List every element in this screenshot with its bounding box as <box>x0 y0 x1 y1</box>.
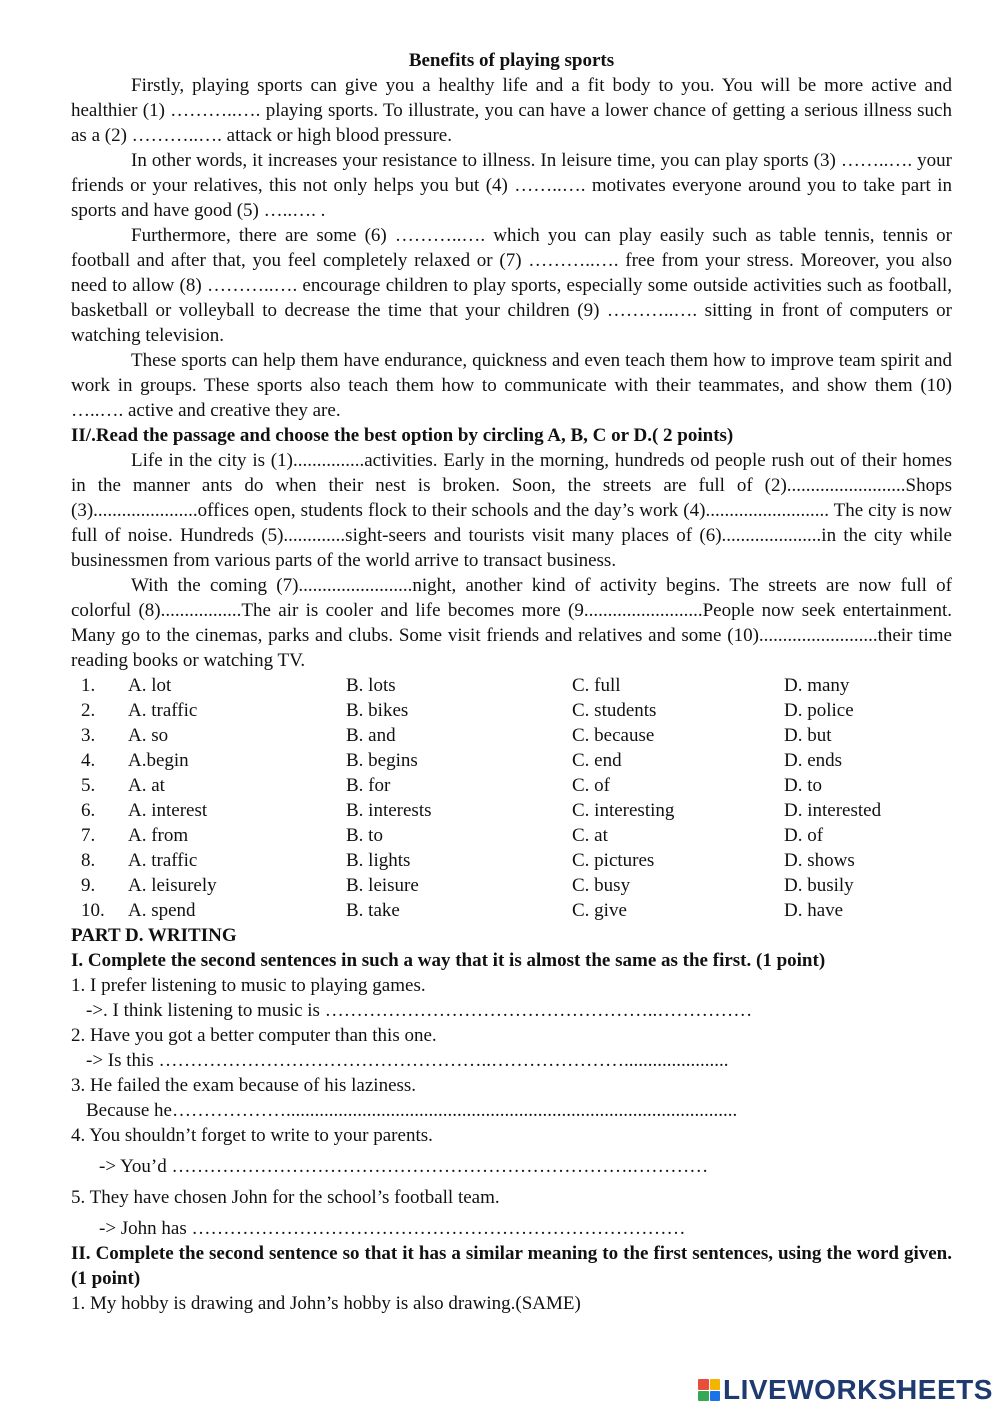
writing-answer-line[interactable]: -> John has …………………………………………………………………… <box>99 1218 686 1239</box>
writing-section1-heading: I. Complete the second sentences in such a way that it is almost the same as the first. (1 point) <box>71 950 826 971</box>
option-c[interactable]: C. at <box>572 825 608 846</box>
option-a[interactable]: A. spend <box>128 900 196 921</box>
worksheet-page <box>71 48 952 1316</box>
option-a[interactable]: A. at <box>128 775 165 796</box>
option-c[interactable]: C. pictures <box>572 850 655 871</box>
option-c[interactable]: C. busy <box>572 875 631 896</box>
option-d[interactable]: D. busily <box>784 875 854 896</box>
option-a[interactable]: A. from <box>128 825 189 846</box>
option-c[interactable]: C. give <box>572 900 627 921</box>
passage1-paragraph: In other words, it increases your resistance to illness. In leisure time, you can play sports (3) ……..…. your friends or your relatives, this not only helps you but (4) ……..…. motivates everyone around you to take part in sports and have good (5) …..…. . <box>71 150 952 221</box>
option-d[interactable]: D. shows <box>784 850 855 871</box>
logo-text: LIVEWORKSHEETS <box>723 1374 993 1405</box>
writing-question: 1. My hobby is drawing and John’s hobby is also drawing.(SAME) <box>71 1293 581 1314</box>
passage1-paragraph: Furthermore, there are some (6) ………..…. which you can play easily such as table tennis, tennis or football and after that, you feel completely relaxed or (7) ………..…. free from your stress. Moreover, you also need to allow (8) ………..…. encourage children to play sports, especially some outside activities such as football, basketball or volleyball to decrease the time that your children (9) ………..…. sitting in front of computers or watching television. <box>71 225 952 346</box>
option-number: 10. <box>81 900 105 921</box>
option-c[interactable]: C. interesting <box>572 800 675 821</box>
option-row <box>71 723 952 748</box>
liveworksheets-logo <box>698 1374 993 1406</box>
option-a[interactable]: A. traffic <box>128 850 198 871</box>
option-a[interactable]: A. interest <box>128 800 208 821</box>
option-number: 2. <box>81 700 96 721</box>
option-a[interactable]: A. lot <box>128 675 172 696</box>
option-row <box>71 798 952 823</box>
writing-answer-line[interactable]: Because he………………............................................................................................... <box>86 1100 738 1121</box>
option-b[interactable]: B. take <box>346 900 400 921</box>
option-d[interactable]: D. of <box>784 825 824 846</box>
option-c[interactable]: C. full <box>572 675 621 696</box>
writing-question: 1. I prefer listening to music to playing games. <box>71 975 426 996</box>
writing-question: 3. He failed the exam because of his laziness. <box>71 1075 417 1096</box>
option-number: 6. <box>81 800 96 821</box>
option-b[interactable]: B. and <box>346 725 396 746</box>
option-row <box>71 873 952 898</box>
section2-heading: II/.Read the passage and choose the best option by circling A, B, C or D.( 2 points) <box>71 425 734 446</box>
option-b[interactable]: B. leisure <box>346 875 419 896</box>
option-b[interactable]: B. begins <box>346 750 418 771</box>
writing-answer-line[interactable]: -> Is this ……………………………………………..…………………...................... <box>86 1050 729 1071</box>
option-row <box>71 823 952 848</box>
option-number: 7. <box>81 825 96 846</box>
option-number: 5. <box>81 775 96 796</box>
option-d[interactable]: D. many <box>784 675 850 696</box>
option-c[interactable]: C. of <box>572 775 610 796</box>
option-number: 3. <box>81 725 96 746</box>
option-a[interactable]: A. leisurely <box>128 875 217 896</box>
option-number: 8. <box>81 850 96 871</box>
option-row <box>71 673 952 698</box>
option-b[interactable]: B. lots <box>346 675 396 696</box>
option-row <box>71 898 952 923</box>
passage2-paragraph: With the coming (7)........................night, another kind of activity begins. The streets are now full of colorful (8).................The air is cooler and life becomes more (9.........................People now seek entertainment. Many go to the cinemas, parks and clubs. Some visit friends and relatives and some (10).........................their time reading books or watching TV. <box>71 575 952 671</box>
writing-section2-heading: II. Complete the second sentence so that it has a similar meaning to the first sentences, using the word given.(1 point) <box>71 1243 952 1289</box>
option-c[interactable]: C. end <box>572 750 622 771</box>
part-d-heading: PART D. WRITING <box>71 925 237 946</box>
option-c[interactable]: C. students <box>572 700 657 721</box>
option-number: 1. <box>81 675 96 696</box>
writing-question: 4. You shouldn’t forget to write to your parents. <box>71 1125 433 1146</box>
writing-answer-line[interactable]: ->. I think listening to music is ……………………………………………..…………… <box>86 1000 753 1021</box>
option-row <box>71 773 952 798</box>
option-d[interactable]: D. police <box>784 700 854 721</box>
option-a[interactable]: A. so <box>128 725 169 746</box>
passage1-paragraph: These sports can help them have endurance, quickness and even teach them how to improve team spirit and work in groups. These sports also teach them how to communicate with their teammates, and show them (10) …..…. active and creative they are. <box>71 350 952 421</box>
option-b[interactable]: B. for <box>346 775 391 796</box>
writing-answer-line[interactable]: -> You’d ……………………………………………………………….………… <box>99 1156 709 1177</box>
option-d[interactable]: D. but <box>784 725 832 746</box>
liveworksheets-logo-icon <box>698 1379 720 1401</box>
option-d[interactable]: D. have <box>784 900 844 921</box>
option-b[interactable]: B. bikes <box>346 700 409 721</box>
writing-question: 2. Have you got a better computer than this one. <box>71 1025 437 1046</box>
option-d[interactable]: D. interested <box>784 800 882 821</box>
option-row <box>71 698 952 723</box>
option-a[interactable]: A.begin <box>128 750 189 771</box>
option-d[interactable]: D. to <box>784 775 822 796</box>
option-number: 4. <box>81 750 96 771</box>
option-b[interactable]: B. to <box>346 825 383 846</box>
writing-question: 5. They have chosen John for the school’s football team. <box>71 1187 500 1208</box>
passage1-paragraph: Firstly, playing sports can give you a healthy life and a fit body to you. You will be more active and healthier (1) ………..…. playing sports. To illustrate, you can have a lower chance of getting a serious illness such as a (2) ………..…. attack or high blood pressure. <box>71 75 952 146</box>
options-table <box>71 673 952 923</box>
option-d[interactable]: D. ends <box>784 750 843 771</box>
passage-title: Benefits of playing sports <box>408 50 615 71</box>
option-number: 9. <box>81 875 96 896</box>
option-b[interactable]: B. lights <box>346 850 411 871</box>
option-row <box>71 848 952 873</box>
passage2-paragraph: Life in the city is (1)...............activities. Early in the morning, hundreds od people rush out of their homes in the manner ants do when their nest is broken. Soon, the streets are full of (2).........................Shops (3)......................offices open, students flock to their schools and the day’s work (4).......................... The city is now full of noise. Hundreds (5).............sight-seers and tourists visit many places of (6).....................in the city while businessmen from various parts of the world arrive to transact business. <box>71 450 952 571</box>
option-b[interactable]: B. interests <box>346 800 432 821</box>
option-c[interactable]: C. because <box>572 725 655 746</box>
option-a[interactable]: A. traffic <box>128 700 198 721</box>
option-row <box>71 748 952 773</box>
